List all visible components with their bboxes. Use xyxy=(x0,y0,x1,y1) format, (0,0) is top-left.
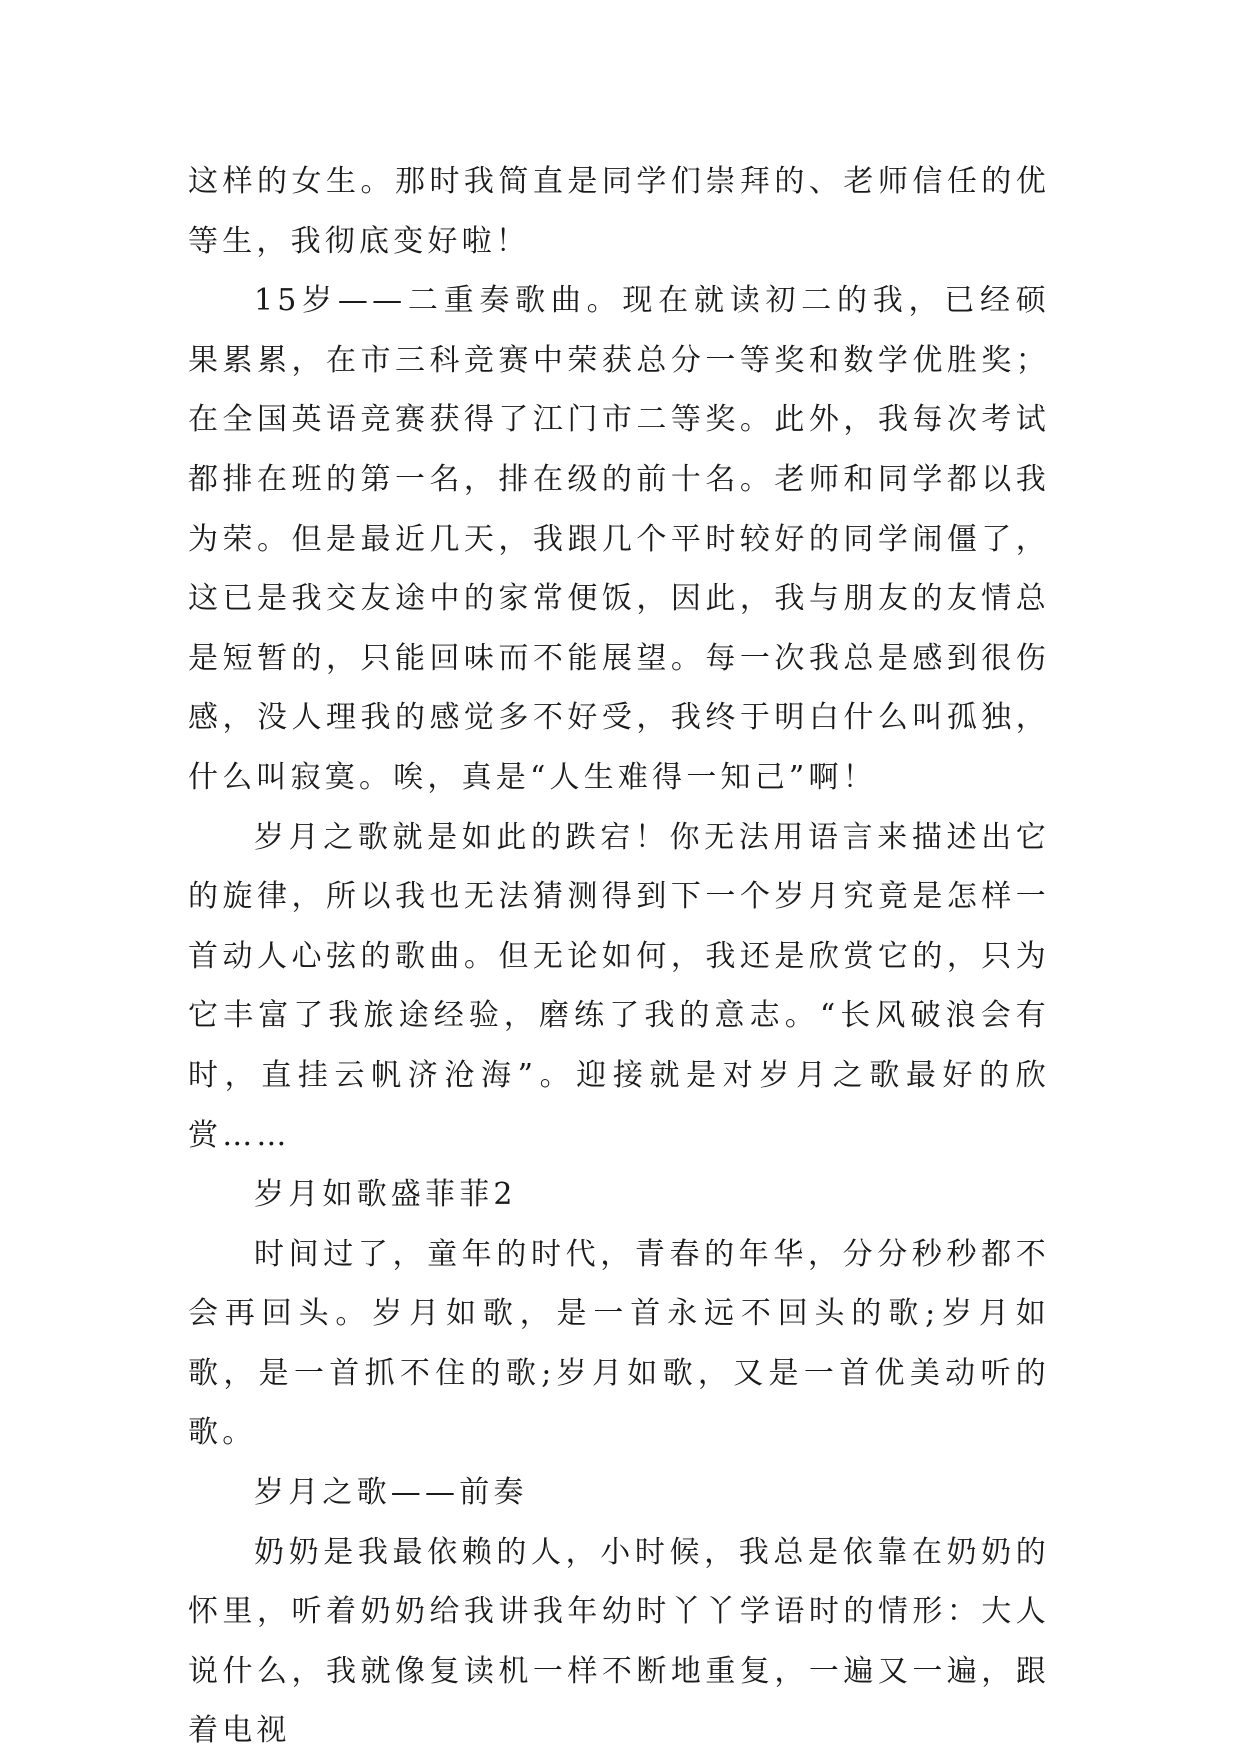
paragraph-3: 岁月之歌就是如此的跌宕！你无法用语言来描述出它的旋律，所以我也无法猜测得到下一个岁月究竟是怎样一首动人心弦的歌曲。但无论如何，我还是欣赏它的，只为它丰富了我旅途经验，磨练了我的意志。“长风破浪会有时，直挂云帆济沧海”。迎接就是对岁月之歌最好的欣赏…… xyxy=(188,819,1050,1153)
section-title-2: 岁月如歌盛菲菲2 xyxy=(254,1177,517,1213)
subheading-prelude: 岁月之歌——前奏 xyxy=(254,1475,528,1511)
paragraph-5: 时间过了，童年的时代，青春的年华，分分秒秒都不会再回头。岁月如歌，是一首永远不回头的歌;岁月如歌，是一首抓不住的歌;岁月如歌，又是一首优美动听的歌。 xyxy=(188,1236,1050,1451)
paragraph-7: 奶奶是我最依赖的人，小时候，我总是依靠在奶奶的怀里，听着奶奶给我讲我年幼时丫丫学语时的情形：大人说什么，我就像复读机一样不断地重复，一遍又一遍，跟着电视 xyxy=(188,1534,1050,1749)
paragraph-2: 15岁——二重奏歌曲。现在就读初二的我，已经硕果累累，在市三科竞赛中荣获总分一等奖和数学优胜奖；在全国英语竞赛获得了江门市二等奖。此外，我每次考试都排在班的第一名，排在级的前十名。老师和同学都以我为荣。但是最近几天，我跟几个平时较好的同学闹僵了，这已是我交友途中的家常便饭，因此，我与朋友的友情总是短暂的，只能回味而不能展望。每一次我总是感到很伤感，没人理我的感觉多不好受，我终于明白什么叫孤独，什么叫寂寞。唉，真是“人生难得一知己”啊！ xyxy=(188,283,1050,795)
paragraph-1: 这样的女生。那时我简直是同学们崇拜的、老师信任的优等生，我彻底变好啦！ xyxy=(188,164,1050,259)
document-page xyxy=(188,152,1050,1761)
